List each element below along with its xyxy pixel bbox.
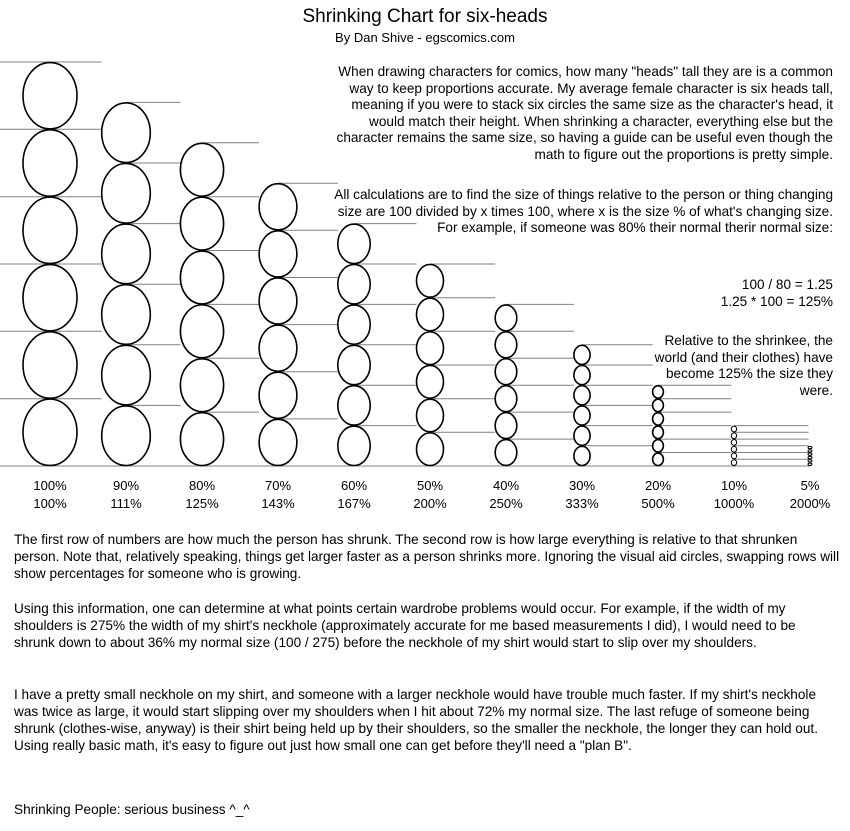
paragraph-wardrobe: Using this information, one can determine at what points certain wardrobe problems would occur. For example, if the width of my shoulders is 275% the width of my shirt's neckhole (approximately accurate for me based measurements I did), I would need to be shrunk down to about 36% my normal size (100 / 275) before the neckhole of my shirt would start to slip over my shoulders. <box>14 601 796 650</box>
figure-column-5pct <box>808 446 812 465</box>
head-circle <box>574 366 590 385</box>
head-circle <box>180 143 223 196</box>
shrunk-percent-label: 40% <box>492 478 520 493</box>
head-circle <box>417 264 444 297</box>
shrunk-percent-label: 50% <box>416 478 444 493</box>
head-circle <box>180 251 223 304</box>
relative-percent-label: 143% <box>261 496 295 511</box>
head-circle <box>731 453 736 459</box>
head-circle <box>259 419 297 465</box>
shrunk-percent-label: 100% <box>33 478 67 493</box>
closing-line: Shrinking People: serious business ^_^ <box>14 802 250 817</box>
relative-note: Relative to the shrinkee, the world (and their clothes) have become 125% the size they were. <box>654 333 833 398</box>
head-circle <box>102 285 151 345</box>
head-circle <box>23 130 77 196</box>
calc-example <box>633 277 833 310</box>
head-circle <box>495 440 517 466</box>
head-circle <box>180 413 223 466</box>
head-circle <box>653 399 664 411</box>
head-circle <box>180 197 223 250</box>
head-circle <box>417 433 444 466</box>
relative-percent-label: 333% <box>565 496 599 511</box>
head-circle <box>102 406 151 466</box>
head-circle <box>495 359 517 385</box>
head-circle <box>102 164 151 224</box>
head-circle <box>417 365 444 398</box>
relative-percent-label: 100% <box>33 496 67 511</box>
paragraph-neckhole: I have a pretty small neckhole on my shirt, and someone with a larger neckhole would have trouble much faster. If my shirt's neckhole was twice as large, it would start slipping over my shoulders when I hit about 72% my normal size. The last refuge of someone being shrunk (clothes-wise, anyway) is their shirt being held up by their shoulders, so the smaller the neckhole, the longer they can hold out. Using really basic math, it's easy to figure out just how small one can get before they'll need a "plan B". <box>14 687 818 753</box>
head-circle <box>653 453 664 465</box>
head-circle <box>808 450 812 452</box>
head-circle <box>574 446 590 465</box>
head-circle <box>574 406 590 425</box>
head-circle <box>653 440 664 452</box>
head-circle <box>808 463 812 465</box>
head-circle <box>495 386 517 412</box>
head-circle <box>23 265 77 331</box>
head-circle <box>417 332 444 365</box>
head-circle <box>338 265 370 304</box>
calc-line-2: 1.25 * 100 = 125% <box>720 293 833 309</box>
head-circle <box>23 197 77 263</box>
head-circle <box>23 399 77 465</box>
head-circle <box>731 440 736 446</box>
shrunk-percent-label: 10% <box>720 478 748 493</box>
head-circle <box>808 453 812 455</box>
relative-percent-label: 500% <box>641 496 675 511</box>
head-circle <box>653 426 664 438</box>
head-circle <box>338 386 370 425</box>
head-circle <box>338 305 370 344</box>
head-circle <box>259 372 297 418</box>
shrunk-percent-label: 20% <box>644 478 672 493</box>
relative-percent-label: 2000% <box>789 496 831 511</box>
head-circle <box>731 460 736 466</box>
head-circle <box>495 305 517 331</box>
shrunk-percent-label: 30% <box>568 478 596 493</box>
head-circle <box>259 325 297 371</box>
head-circle <box>102 345 151 405</box>
head-circle <box>731 433 736 439</box>
calc-line-1: 100 / 80 = 1.25 <box>741 277 833 292</box>
head-circle <box>495 332 517 358</box>
shrunk-percent-label: 90% <box>112 478 140 493</box>
head-circle <box>417 399 444 432</box>
head-circle <box>180 359 223 412</box>
shrunk-percent-label: 70% <box>264 478 292 493</box>
head-circle <box>495 413 517 439</box>
head-circle <box>259 278 297 324</box>
head-circle <box>808 456 812 458</box>
paragraph-rows-explained: The first row of numbers are how much the person has shrunk. The second row is how large everything is relative to that shrunken person. Note that, relatively speaking, things get larger faster as a person shrinks more. Ignoring the visual aid circles, swapping rows will show percentages for someone who is growing. <box>14 532 840 581</box>
head-circle <box>808 446 812 448</box>
head-circle <box>102 224 151 284</box>
head-circle <box>338 426 370 465</box>
head-circle <box>731 426 736 432</box>
head-circle <box>731 446 736 452</box>
head-circle <box>23 332 77 398</box>
head-circle <box>574 345 590 364</box>
head-circle <box>653 413 664 425</box>
relative-percent-label: 167% <box>337 496 371 511</box>
head-circle <box>338 345 370 384</box>
shrunk-percent-label: 5% <box>800 478 820 493</box>
calc-paragraph: All calculations are to find the size of things relative to the person or thing changing size are 100 divided by x times 100, where x is the size % of what's changing size. For example, if someone was 80% their normal therir normal size: <box>334 187 833 235</box>
relative-percent-label: 250% <box>489 496 523 511</box>
relative-percent-label: 200% <box>413 496 447 511</box>
head-circle <box>808 460 812 462</box>
head-circle <box>23 63 77 129</box>
shrunk-percent-label: 60% <box>340 478 368 493</box>
shrunk-percent-label: 80% <box>188 478 216 493</box>
head-circle <box>574 426 590 445</box>
head-circle <box>259 231 297 277</box>
relative-percent-label: 111% <box>110 496 142 511</box>
head-circle <box>102 103 151 163</box>
relative-percent-label: 1000% <box>713 496 755 511</box>
head-circle <box>417 298 444 331</box>
relative-percent-label: 125% <box>185 496 219 511</box>
head-circle <box>574 386 590 405</box>
intro-paragraph: When drawing characters for comics, how many "heads" tall they are is a common way to keep proportions accurate. My average female character is six heads tall, meaning if you were to stack six circles the same size as the character's head, it would match their height. When shrinking a character, everything else but the character remains the same size, so having a guide can be useful even though the math to figure out the proportions is pretty simple. <box>336 64 833 162</box>
head-circle <box>259 184 297 230</box>
head-circle <box>180 305 223 358</box>
page-subtitle: By Dan Shive - egscomics.com <box>335 30 515 45</box>
page-title: Shrinking Chart for six-heads <box>302 6 548 27</box>
